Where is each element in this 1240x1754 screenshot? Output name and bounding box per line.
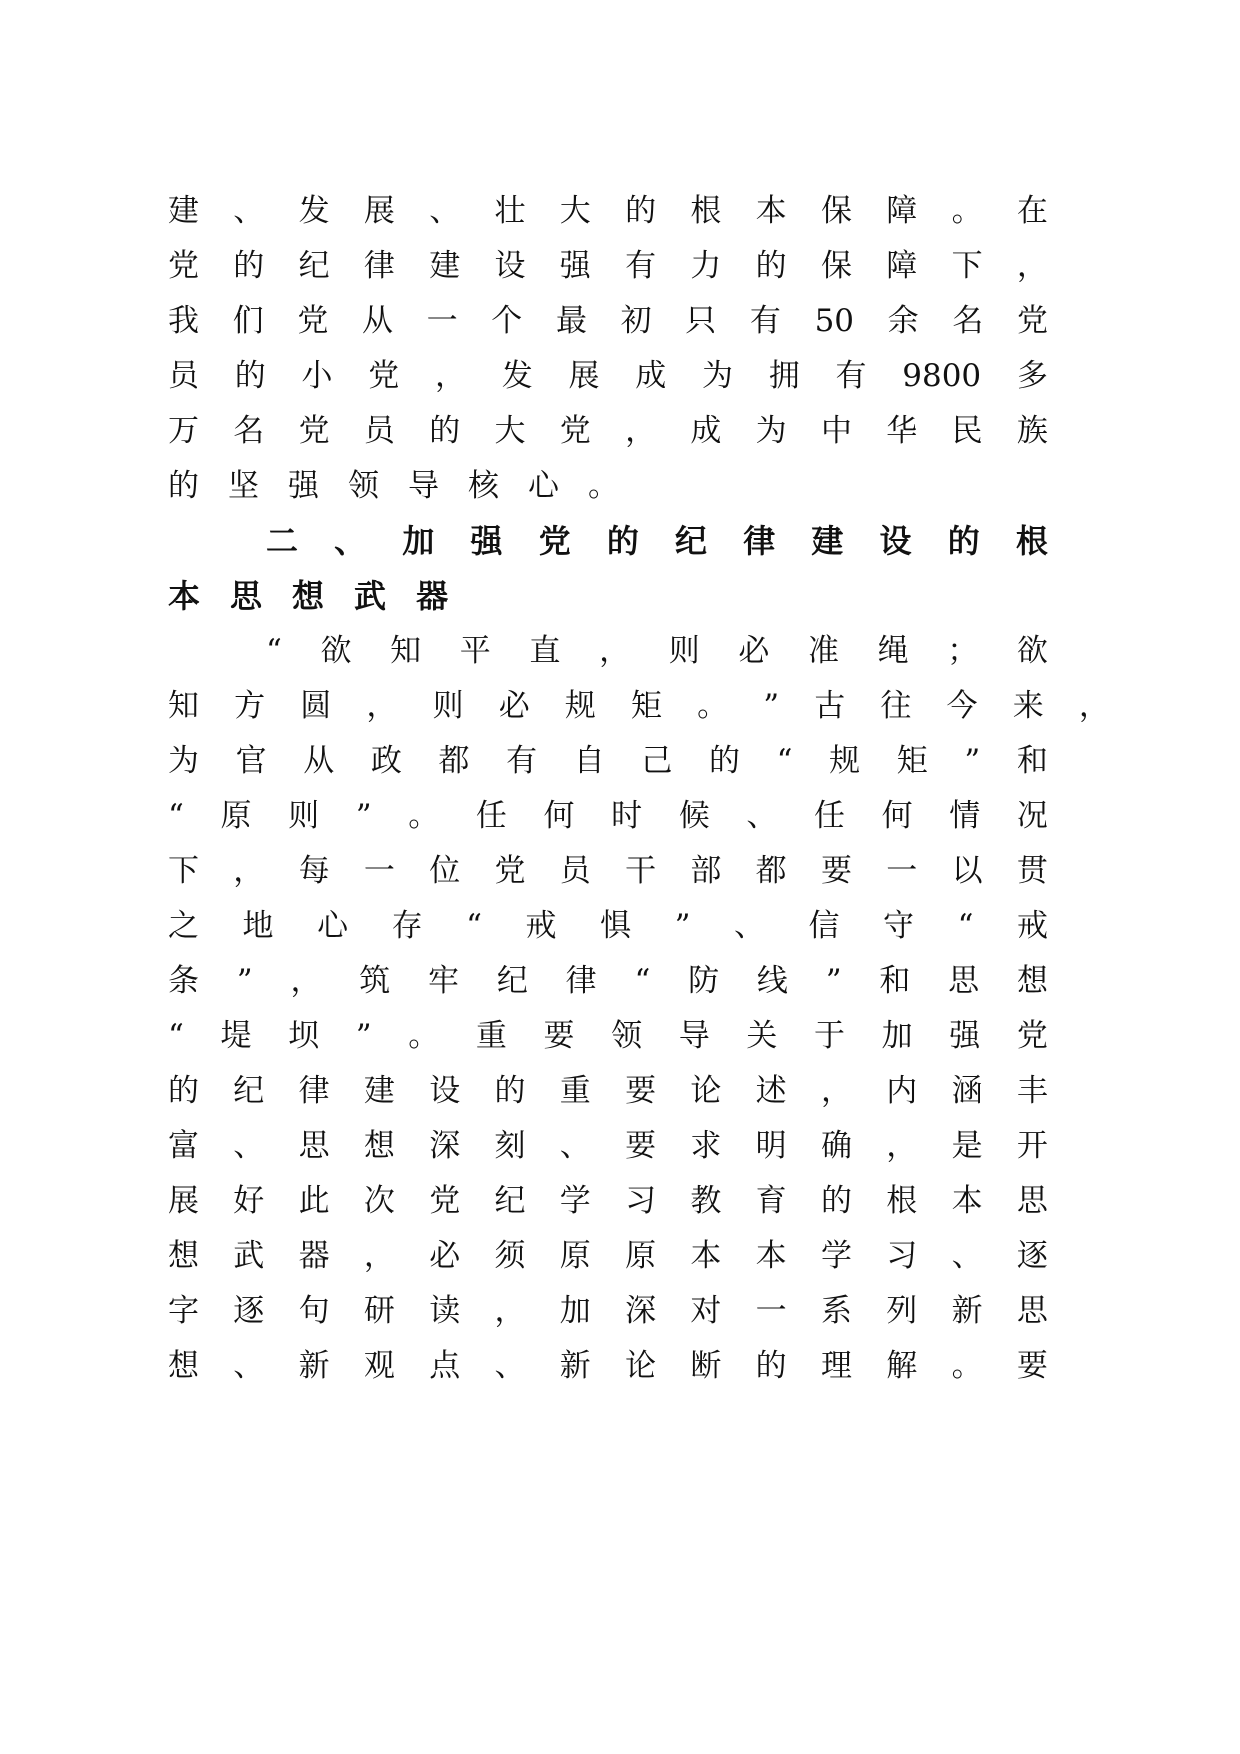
- text-line: 想 、 新 观 点 、 新 论 断 的 理 解 。 要: [168, 1348, 1048, 1384]
- text-line: 展 好 此 次 党 纪 学 习 教 育 的 根 本 思: [168, 1183, 1048, 1219]
- text-line: 字 逐 句 研 读 ， 加 深 对 一 系 列 新 思: [168, 1293, 1048, 1329]
- text-line: 为 官 从 政 都 有 自 己 的 “ 规 矩 ” 和: [168, 743, 1048, 779]
- text-line: “ 原 则 ” 。 任 何 时 候 、 任 何 情 况: [168, 798, 1048, 834]
- text-line: 的 纪 律 建 设 的 重 要 论 述 ， 内 涵 丰: [168, 1073, 1048, 1109]
- text-line: 知 方 圆 ， 则 必 规 矩 。 ” 古 往 今 来 ，: [168, 688, 1110, 724]
- text-line: 党 的 纪 律 建 设 强 有 力 的 保 障 下 ，: [168, 248, 1048, 284]
- text-line: 想 武 器 ， 必 须 原 原 本 本 学 习 、 逐: [168, 1238, 1048, 1274]
- text-line: “ 堤 坝 ” 。 重 要 领 导 关 于 加 强 党: [168, 1018, 1048, 1054]
- section-heading: 二 、 加 强 党 的 纪 律 建 设 的 根: [266, 522, 1048, 560]
- text-line: 条 ” ， 筑 牢 纪 律 “ 防 线 ” 和 思 想: [168, 963, 1048, 999]
- text-line: 员 的 小 党 ， 发 展 成 为 拥 有 9800 多: [168, 358, 1048, 394]
- text-line: 之 地 心 存 “ 戒 惧 ” 、 信 守 “ 戒: [168, 908, 1048, 944]
- text-line: 下 ， 每 一 位 党 员 干 部 都 要 一 以 贯: [168, 853, 1048, 889]
- text-line: 建 、 发 展 、 壮 大 的 根 本 保 障 。 在: [168, 193, 1048, 229]
- text-line: 万 名 党 员 的 大 党 ， 成 为 中 华 民 族: [168, 413, 1048, 449]
- text-line: “ 欲 知 平 直 ， 则 必 准 绳 ； 欲: [266, 633, 1048, 669]
- text-line: 富 、 思 想 深 刻 、 要 求 明 确 ， 是 开: [168, 1128, 1048, 1164]
- text-line: 的 坚 强 领 导 核 心 。: [168, 468, 619, 504]
- section-heading-continued: 本 思 想 武 器: [168, 577, 449, 615]
- text-line: 我 们 党 从 一 个 最 初 只 有 50 余 名 党: [168, 303, 1048, 339]
